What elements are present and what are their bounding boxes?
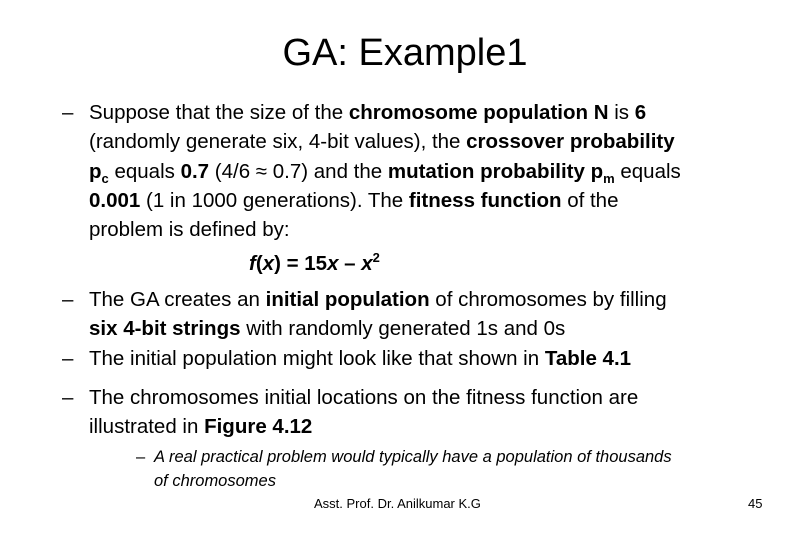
subbullet-dash: – bbox=[136, 448, 146, 466]
slide-title: GA: Example1 bbox=[282, 32, 528, 74]
bullet-dash: – bbox=[62, 288, 74, 311]
bullet1-line1: Suppose that the size of the chromosome population N is 6 bbox=[89, 101, 647, 124]
bullet3-line1: The initial population might look like that shown in Table 4.1 bbox=[89, 347, 632, 370]
bullet2-line2: six 4-bit strings with randomly generated 1s and 0s bbox=[89, 317, 566, 340]
bullet1-line3: $p_c$ equals 0.7 (4/6 ≈ 0.7) and the mutation probability $p_m$ equals bbox=[89, 160, 681, 187]
bullet1-line4: 0.001 (1 in 1000 generations). The fitness function of the bbox=[89, 189, 619, 212]
bullet-dash: – bbox=[62, 101, 74, 124]
bullet4-line2: illustrated in Figure 4.12 bbox=[89, 415, 313, 438]
bullet-dash: – bbox=[62, 386, 74, 409]
bullet1-line2: (randomly generate six, 4-bit values), the crossover probability bbox=[89, 130, 675, 153]
bullet-dash: – bbox=[62, 347, 74, 370]
bullet2-line1: The GA creates an initial population of chromosomes by filling bbox=[89, 288, 667, 311]
note-line1: A real practical problem would typically have a population of thousands bbox=[154, 448, 672, 466]
bullet1-line5: problem is defined by: bbox=[89, 218, 290, 241]
footer-author: Asst. Prof. Dr. Anilkumar K.G bbox=[314, 496, 481, 511]
fitness-formula: $f(x) = 15x - x^2$ bbox=[249, 250, 380, 275]
bullet4-line1: The chromosomes initial locations on the fitness function are bbox=[89, 386, 639, 409]
page-number: 45 bbox=[748, 496, 763, 511]
note-line2: of chromosomes bbox=[154, 472, 276, 490]
